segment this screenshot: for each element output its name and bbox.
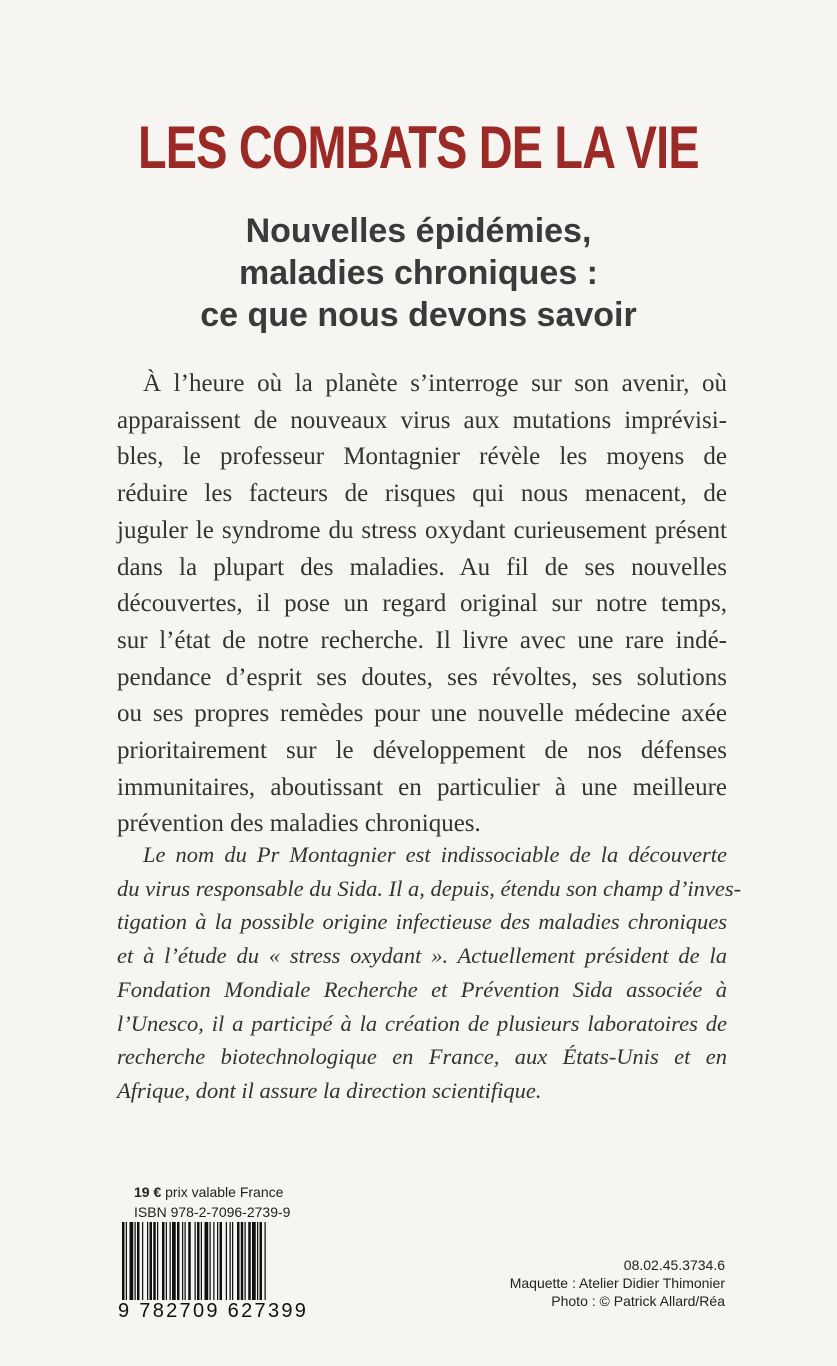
barcode-bar <box>260 1222 263 1308</box>
bio-line: et à l’étude du « stress oxydant ». Actuellement président de la <box>117 943 727 969</box>
author-bio <box>117 838 742 1108</box>
book-subtitle <box>0 210 837 336</box>
barcode-digits <box>117 1300 309 1323</box>
subtitle-line: ce que nous devons savoir <box>200 296 637 334</box>
barcode-bar <box>205 1222 209 1308</box>
barcode-bar <box>230 1222 231 1308</box>
description-line: immunitaires, aboutissant en particulier à une meilleure <box>117 773 727 801</box>
barcode-bar <box>197 1222 200 1308</box>
barcode-bar <box>201 1222 202 1308</box>
description-line: bles, le professeur Montagnier révèle les moyens de <box>117 443 727 471</box>
barcode-digits-text: 9 782709 627399 <box>118 1300 309 1322</box>
barcode-bar <box>245 1222 246 1308</box>
bio-line: Afrique, dont il assure la direction scientifique. <box>117 1077 542 1103</box>
description-line: juguler le syndrome du stress oxydant curieusement présent <box>117 516 727 544</box>
barcode-bar <box>153 1222 156 1308</box>
description-line: sur l’état de notre recherche. Il livre avec une rare indé- <box>117 626 727 654</box>
description-line: découvertes, il pose un regard original sur notre temps, <box>117 590 727 618</box>
price-label <box>134 1184 283 1200</box>
barcode-bar <box>147 1222 148 1308</box>
bio-line: tigation à la possible origine infectieuse des maladies chroniques <box>117 909 727 935</box>
barcode-bar <box>185 1222 186 1308</box>
bio-line: recherche biotechnologique en France, aux États-Unis et en <box>117 1044 727 1070</box>
barcode-bar <box>162 1222 165 1308</box>
catalog-code: 08.02.45.3734.6 <box>623 1257 725 1273</box>
barcode-bar <box>232 1222 233 1308</box>
photo-credit: Photo : © Patrick Allard/Réa <box>551 1293 725 1309</box>
price-amount: 19 € <box>134 1184 162 1200</box>
description-line: ou ses propres remèdes pour une nouvelle médecine axée <box>117 700 727 728</box>
barcode-bar <box>220 1222 223 1308</box>
book-description <box>117 366 727 843</box>
barcode-bar <box>241 1222 244 1308</box>
barcode-bar <box>170 1222 171 1308</box>
barcode-bar <box>182 1222 183 1308</box>
bio-line: Fondation Mondiale Recherche et Prévention Sida associée à <box>117 976 727 1002</box>
description-line: dans la plupart des maladies. Au fil de ses nouvelles <box>117 553 727 581</box>
subtitle-line: Nouvelles épidémies, <box>245 212 592 250</box>
barcode-bar <box>252 1222 256 1308</box>
barcode-bar <box>248 1222 251 1308</box>
barcode-bar <box>157 1222 158 1308</box>
barcode-bar <box>210 1222 211 1308</box>
description-line: prévention des maladies chroniques. <box>117 810 481 838</box>
description-line: apparaissent de nouveaux virus aux mutations imprévisi- <box>117 406 727 434</box>
barcode-bar <box>172 1222 176 1308</box>
barcode-bar <box>237 1222 240 1308</box>
book-title: LES COMBATS DE LA VIE <box>137 114 699 181</box>
subtitle-line: maladies chroniques : <box>239 254 598 292</box>
barcode-bar <box>177 1222 180 1308</box>
barcode-bar <box>137 1222 140 1308</box>
bio-line: l’Unesco, il a participé à la création de plusieurs laboratoires de <box>117 1010 727 1036</box>
bio-line: Le nom du Pr Montagnier est indissociable de la découverte <box>143 842 727 867</box>
bio-line: du virus responsable du Sida. Il a, depuis, étendu son champ d’inves- <box>117 875 742 901</box>
layout-credit: Maquette : Atelier Didier Thimonier <box>509 1275 725 1291</box>
isbn-number: ISBN 978-2-7096-2739-9 <box>134 1204 291 1220</box>
barcode-bar <box>150 1222 153 1308</box>
description-line: À l’heure où la planète s’interroge sur son avenir, où <box>143 370 727 397</box>
barcode-bar <box>257 1222 258 1308</box>
barcode-bar <box>142 1222 143 1308</box>
barcode-bar <box>226 1222 227 1308</box>
barcode-bar <box>188 1222 191 1308</box>
barcode-bar <box>217 1222 218 1308</box>
price-note: prix valable France <box>165 1184 284 1200</box>
barcode-bar <box>166 1222 167 1308</box>
barcode-bar <box>213 1222 214 1308</box>
credits <box>510 1256 725 1310</box>
description-line: pendance d’esprit ses doutes, ses révoltes, ses solutions <box>117 663 727 691</box>
description-line: prioritairement sur le développement de nos défenses <box>117 737 727 765</box>
barcode-bar <box>130 1222 134 1308</box>
description-line: réduire les facteurs de risques qui nous menacent, de <box>117 480 727 508</box>
barcode-bar <box>135 1222 136 1308</box>
